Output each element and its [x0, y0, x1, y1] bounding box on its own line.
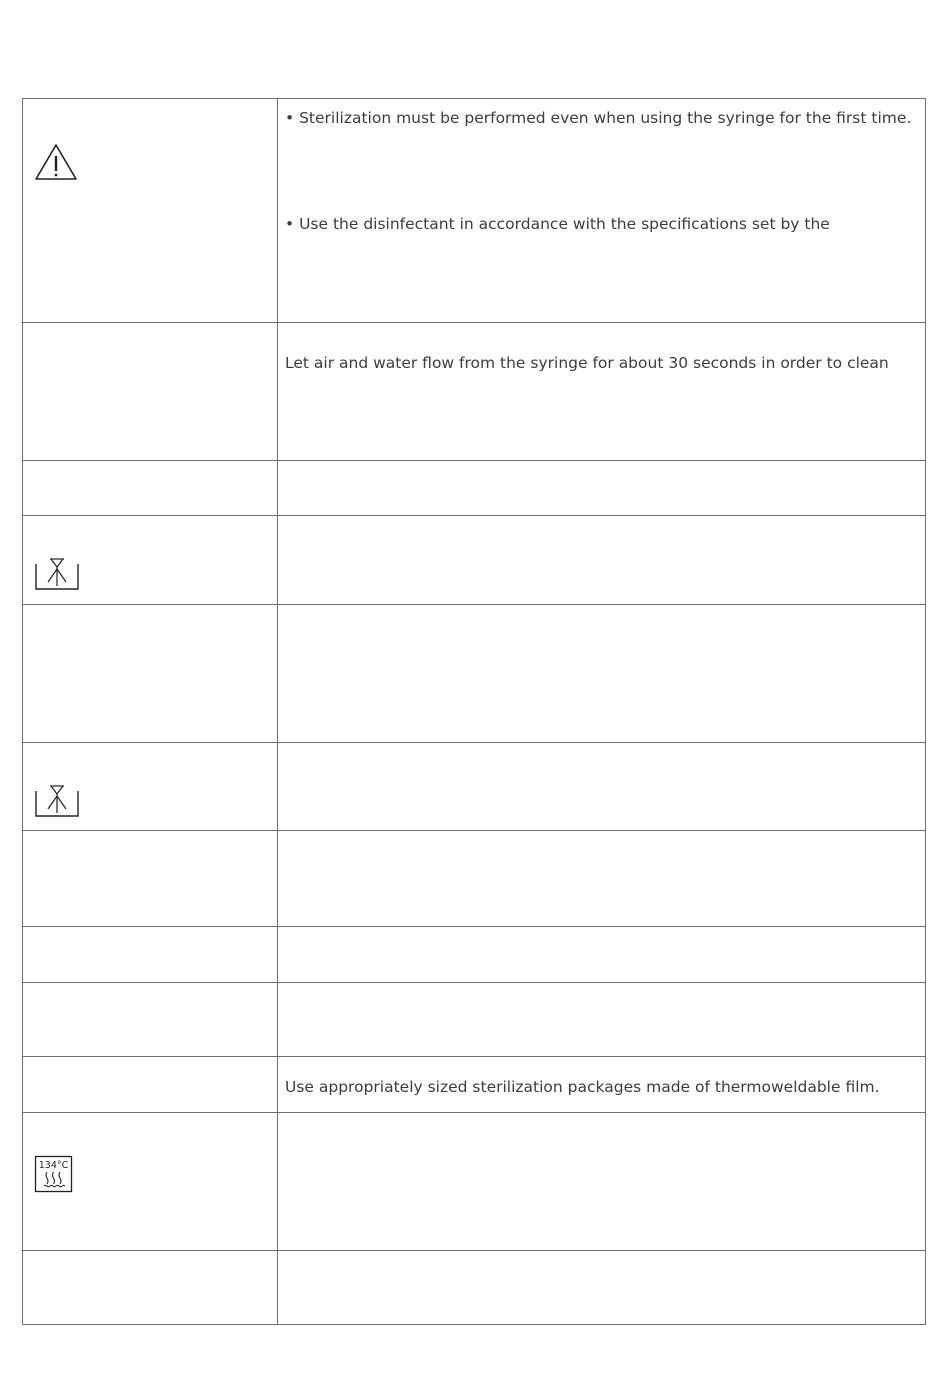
text-cell: [278, 1113, 926, 1251]
symbol-cell: [23, 927, 278, 983]
text-cell: [278, 516, 926, 605]
thermodisinfection-icon: [34, 783, 80, 819]
symbol-cell: [23, 605, 278, 743]
symbol-cell: [23, 1113, 278, 1251]
table-row: [23, 1057, 926, 1113]
table-row: [23, 99, 926, 323]
thermodisinfection-icon: [34, 556, 80, 592]
table-row: [23, 461, 926, 516]
bullet-text: • Use the disinfectant in accordance with the specifications set by the: [285, 215, 830, 233]
text-cell: [278, 461, 926, 516]
warning-triangle-icon: [34, 143, 78, 181]
text-cell: [278, 1251, 926, 1325]
text-cell: [278, 927, 926, 983]
symbol-cell: [23, 99, 278, 323]
autoclave-temperature-label: 134°C: [38, 1160, 69, 1171]
table-row: [23, 927, 926, 983]
symbol-cell: [23, 323, 278, 461]
table-row: [23, 983, 926, 1057]
instruction-text: Let air and water flow from the syringe for about 30 seconds in order to clean: [285, 354, 889, 372]
text-cell: [278, 323, 926, 461]
symbol-cell: [23, 1057, 278, 1113]
autoclave-134c-icon: [34, 1155, 74, 1193]
table-row: [23, 605, 926, 743]
symbol-cell: [23, 743, 278, 831]
symbol-cell: [23, 831, 278, 927]
table-row: [23, 323, 926, 461]
instruction-text: Use appropriately sized sterilization packages made of thermoweldable film.: [285, 1078, 880, 1096]
table-row: [23, 516, 926, 605]
instructions-table: [22, 98, 926, 1325]
table-row: [23, 1251, 926, 1325]
text-cell: [278, 831, 926, 927]
table-row: [23, 1113, 926, 1251]
text-cell: [278, 983, 926, 1057]
text-cell: [278, 1057, 926, 1113]
symbol-cell: [23, 1251, 278, 1325]
text-cell: [278, 99, 926, 323]
text-cell: [278, 743, 926, 831]
table-row: [23, 831, 926, 927]
table-row: [23, 743, 926, 831]
symbol-cell: [23, 461, 278, 516]
text-cell: [278, 605, 926, 743]
bullet-text: • Sterilization must be performed even when using the syringe for the first time.: [285, 109, 912, 127]
symbol-cell: [23, 983, 278, 1057]
symbol-cell: [23, 516, 278, 605]
